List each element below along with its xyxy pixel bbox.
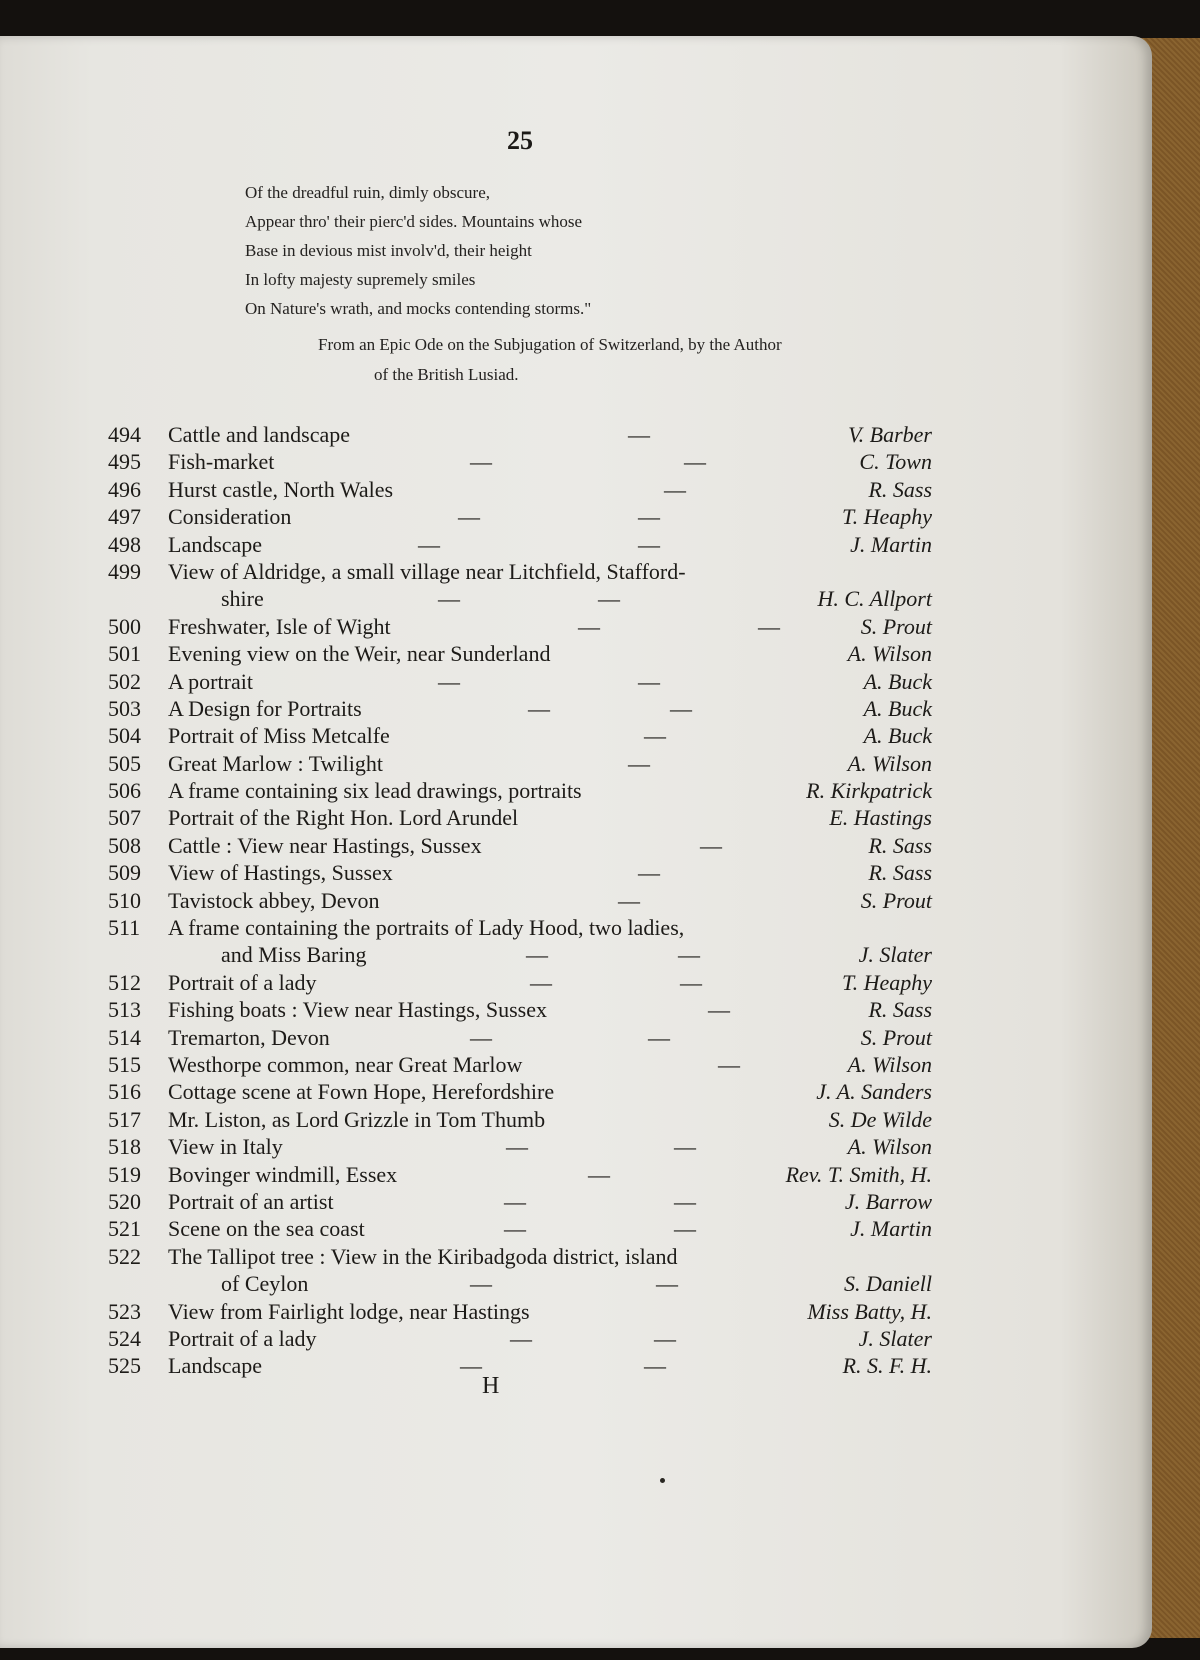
catalogue-entry <box>108 750 932 777</box>
entry-artist: J. Martin <box>850 1216 932 1242</box>
entry-artist: A. Buck <box>863 668 932 694</box>
entry-number: 525 <box>108 1353 141 1379</box>
entry-number: 517 <box>108 1106 141 1132</box>
leader-dash: — <box>638 668 660 694</box>
entry-title: Hurst castle, North Wales <box>168 476 394 502</box>
leader-dash: — <box>504 1188 526 1214</box>
catalogue-entry <box>108 1133 932 1160</box>
entry-title: Landscape <box>168 1353 263 1379</box>
verse-line: Base in devious mist involv'd, their height <box>245 241 532 260</box>
entry-number: 499 <box>108 558 141 584</box>
entry-title-continued: and Miss Baring <box>221 942 367 968</box>
leader-dash: — <box>618 887 640 913</box>
entry-title: Freshwater, Isle of Wight <box>168 613 391 639</box>
page-number: 25 <box>507 126 533 155</box>
entry-title: View from Fairlight lodge, near Hastings <box>168 1298 530 1324</box>
entry-artist: A. Wilson <box>847 641 932 667</box>
entry-artist: C. Town <box>859 449 932 475</box>
leader-dash: — <box>460 1353 482 1379</box>
entry-artist: V. Barber <box>848 422 932 447</box>
catalogue-entry <box>108 1161 932 1188</box>
entry-title-continued: of Ceylon <box>221 1271 309 1297</box>
entry-number: 508 <box>108 832 141 858</box>
catalogue-entry <box>108 1078 932 1105</box>
entry-title: View of Hastings, Sussex <box>168 860 393 886</box>
verse-line: Appear thro' their pierc'd sides. Mountains whose <box>245 212 583 231</box>
catalogue-entry <box>108 832 932 859</box>
entry-number: 506 <box>108 778 141 804</box>
leader-dash: — <box>628 750 650 776</box>
entry-artist: S. Prout <box>860 613 932 639</box>
leader-dash: — <box>718 1052 740 1078</box>
leader-dash: — <box>700 832 722 858</box>
entry-number: 509 <box>108 860 141 886</box>
entry-title: Great Marlow : Twilight <box>168 750 383 776</box>
leader-dash: — <box>664 476 686 502</box>
entry-title: Tavistock abbey, Devon <box>168 887 380 913</box>
verse-credit <box>318 330 782 390</box>
leader-dash: — <box>470 449 492 475</box>
entry-number: 511 <box>108 915 141 941</box>
entry-title: Portrait of Miss Metcalfe <box>168 723 390 749</box>
entry-artist: A. Buck <box>863 695 932 721</box>
entry-artist: R. Sass <box>868 476 932 502</box>
catalogue-list <box>108 421 932 1380</box>
leader-dash: — <box>418 531 440 557</box>
entry-artist: J. Martin <box>850 531 932 557</box>
catalogue-entry <box>108 448 932 475</box>
signature-mark: H <box>482 1373 500 1399</box>
entry-artist: S. Daniell <box>844 1271 932 1297</box>
entry-title: Scene on the sea coast <box>168 1216 365 1242</box>
entry-title: Portrait of a lady <box>168 969 317 995</box>
entry-title: Portrait of a lady <box>168 1325 317 1351</box>
catalogue-entry <box>108 1024 932 1051</box>
entry-title: A portrait <box>168 668 253 694</box>
leader-dash: — <box>638 860 660 886</box>
entry-number: 516 <box>108 1079 141 1105</box>
catalogue-entry <box>108 531 932 558</box>
entry-number: 498 <box>108 531 141 557</box>
entry-number: 524 <box>108 1325 141 1351</box>
leader-dash: — <box>654 1325 676 1351</box>
entry-number: 522 <box>108 1243 141 1269</box>
entry-title-continued: shire <box>221 586 264 612</box>
catalogue-entry <box>108 996 932 1023</box>
entry-artist: A. Wilson <box>847 1052 932 1078</box>
leader-dash: — <box>528 695 550 721</box>
entry-artist: E. Hastings <box>829 805 932 831</box>
leader-dash: — <box>578 613 600 639</box>
catalogue-entry <box>108 1215 932 1242</box>
entry-number: 513 <box>108 997 141 1023</box>
entry-title: Cattle and landscape <box>168 422 351 447</box>
catalogue-entry <box>108 1188 932 1215</box>
catalogue-entry <box>108 1352 932 1379</box>
leader-dash: — <box>588 1161 610 1187</box>
leader-dash: — <box>674 1134 696 1160</box>
entry-title: Bovinger windmill, Essex <box>168 1161 398 1187</box>
entry-artist: A. Wilson <box>847 1134 932 1160</box>
catalogue-entry <box>108 421 932 448</box>
leader-dash: — <box>684 449 706 475</box>
catalogue-entry <box>108 804 932 831</box>
leader-dash: — <box>644 723 666 749</box>
leader-dash: — <box>526 942 548 968</box>
catalogue-entry <box>108 914 932 969</box>
catalogue-entry <box>108 613 932 640</box>
entry-artist: A. Wilson <box>847 750 932 776</box>
entry-number: 519 <box>108 1161 141 1187</box>
leader-dash: — <box>510 1325 532 1351</box>
entry-title: Consideration <box>168 504 292 530</box>
entry-title: Tremarton, Devon <box>168 1024 330 1050</box>
entry-artist: A. Buck <box>863 723 932 749</box>
entry-title: Westhorpe common, near Great Marlow <box>168 1052 523 1078</box>
verse-line: Of the dreadful ruin, dimly obscure, <box>245 183 491 202</box>
catalogue-entry <box>108 722 932 749</box>
entry-artist: J. Slater <box>858 1325 932 1351</box>
leader-dash: — <box>758 613 780 639</box>
catalogue-entry <box>108 1325 932 1352</box>
entry-artist: R. Sass <box>868 997 932 1023</box>
entry-artist: R. Sass <box>868 860 932 886</box>
entry-title: A Design for Portraits <box>168 695 362 721</box>
catalogue-entry <box>108 1051 932 1078</box>
catalogue-entry <box>108 640 932 667</box>
leader-dash: — <box>506 1134 528 1160</box>
verse-line: In lofty majesty supremely smiles <box>245 270 476 289</box>
entry-artist: T. Heaphy <box>841 969 932 995</box>
entry-title: Landscape <box>168 531 263 557</box>
catalogue-entry <box>108 558 932 613</box>
catalogue-entry <box>108 859 932 886</box>
entry-artist: S. Prout <box>860 1024 932 1050</box>
entry-number: 494 <box>108 422 141 447</box>
leader-dash: — <box>674 1188 696 1214</box>
verse-line: On Nature's wrath, and mocks contending storms." <box>245 299 592 318</box>
entry-number: 495 <box>108 449 141 475</box>
leader-dash: — <box>648 1024 670 1050</box>
entry-number: 523 <box>108 1298 141 1324</box>
leader-dash: — <box>438 668 460 694</box>
entry-number: 497 <box>108 504 141 530</box>
catalogue-entry <box>108 476 932 503</box>
entry-artist: J. A. Sanders <box>816 1079 932 1105</box>
entry-number: 496 <box>108 476 141 502</box>
entry-number: 520 <box>108 1188 141 1214</box>
entry-title: Cattle : View near Hastings, Sussex <box>168 832 482 858</box>
leader-dash: — <box>638 531 660 557</box>
entry-artist: J. Barrow <box>844 1188 932 1214</box>
catalogue-entry <box>108 777 932 804</box>
leader-dash: — <box>656 1271 678 1297</box>
entry-artist: S. Prout <box>860 887 932 913</box>
entry-number: 512 <box>108 969 141 995</box>
entry-number: 502 <box>108 668 141 694</box>
entry-number: 500 <box>108 613 141 639</box>
entry-number: 518 <box>108 1134 141 1160</box>
leader-dash: — <box>438 586 460 612</box>
entry-number: 501 <box>108 641 141 667</box>
leader-dash: — <box>470 1271 492 1297</box>
leader-dash: — <box>678 942 700 968</box>
leader-dash: — <box>504 1216 526 1242</box>
entry-title: Evening view on the Weir, near Sunderland <box>168 641 551 667</box>
leader-dash: — <box>638 504 660 530</box>
credit-line-1: From an Epic Ode on the Subjugation of Switzerland, by the Author <box>318 335 782 354</box>
leader-dash: — <box>670 695 692 721</box>
catalogue-entry <box>108 695 932 722</box>
leader-dash: — <box>530 969 552 995</box>
catalogue-entry <box>108 1106 932 1133</box>
catalogue-entry <box>108 1243 932 1298</box>
catalogue-entry <box>108 887 932 914</box>
entry-title: The Tallipot tree : View in the Kiribadgoda district, island <box>168 1243 678 1269</box>
entry-title: View in Italy <box>168 1134 283 1160</box>
leader-dash: — <box>458 504 480 530</box>
entry-artist: R. Sass <box>868 832 932 858</box>
entry-artist: Rev. T. Smith, H. <box>785 1161 932 1187</box>
entry-artist: R. Kirkpatrick <box>806 778 932 804</box>
ink-dot <box>660 1478 665 1483</box>
entry-title: A frame containing six lead drawings, portraits <box>168 778 582 804</box>
entry-artist: H. C. Allport <box>817 586 932 612</box>
entry-title: Mr. Liston, as Lord Grizzle in Tom Thumb <box>168 1106 546 1132</box>
leader-dash: — <box>674 1216 696 1242</box>
entry-number: 514 <box>108 1024 141 1050</box>
leader-dash: — <box>470 1024 492 1050</box>
entry-number: 505 <box>108 750 141 776</box>
catalogue-entry <box>108 668 932 695</box>
entry-number: 504 <box>108 723 141 749</box>
entry-title: A frame containing the portraits of Lady Hood, two ladies, <box>168 915 685 941</box>
leader-dash: — <box>708 997 730 1023</box>
entry-artist: J. Slater <box>858 942 932 968</box>
entry-number: 521 <box>108 1216 141 1242</box>
entry-number: 510 <box>108 887 141 913</box>
entry-title: Portrait of an artist <box>168 1188 334 1214</box>
entry-artist: T. Heaphy <box>841 504 932 530</box>
entry-title: View of Aldridge, a small village near Litchfield, Stafford- <box>168 558 686 584</box>
credit-line-2: of the British Lusiad. <box>374 365 519 384</box>
entry-title: Fishing boats : View near Hastings, Sussex <box>168 997 547 1023</box>
leader-dash: — <box>628 422 650 447</box>
leader-dash: — <box>598 586 620 612</box>
entry-artist: R. S. F. H. <box>842 1353 932 1379</box>
entry-number: 515 <box>108 1052 141 1078</box>
entry-title: Fish-market <box>168 449 275 475</box>
entry-artist: S. De Wilde <box>828 1106 932 1132</box>
entry-title: Portrait of the Right Hon. Lord Arundel <box>168 805 519 831</box>
entry-number: 503 <box>108 695 141 721</box>
verse-quotation <box>245 178 591 323</box>
entry-artist: Miss Batty, H. <box>807 1298 932 1324</box>
catalogue-entry <box>108 1298 932 1325</box>
leader-dash: — <box>644 1353 666 1379</box>
entry-title: Cottage scene at Fown Hope, Herefordshire <box>168 1079 555 1105</box>
leader-dash: — <box>680 969 702 995</box>
catalogue-entry <box>108 969 932 996</box>
catalogue-entry <box>108 503 932 530</box>
entry-number: 507 <box>108 805 141 831</box>
